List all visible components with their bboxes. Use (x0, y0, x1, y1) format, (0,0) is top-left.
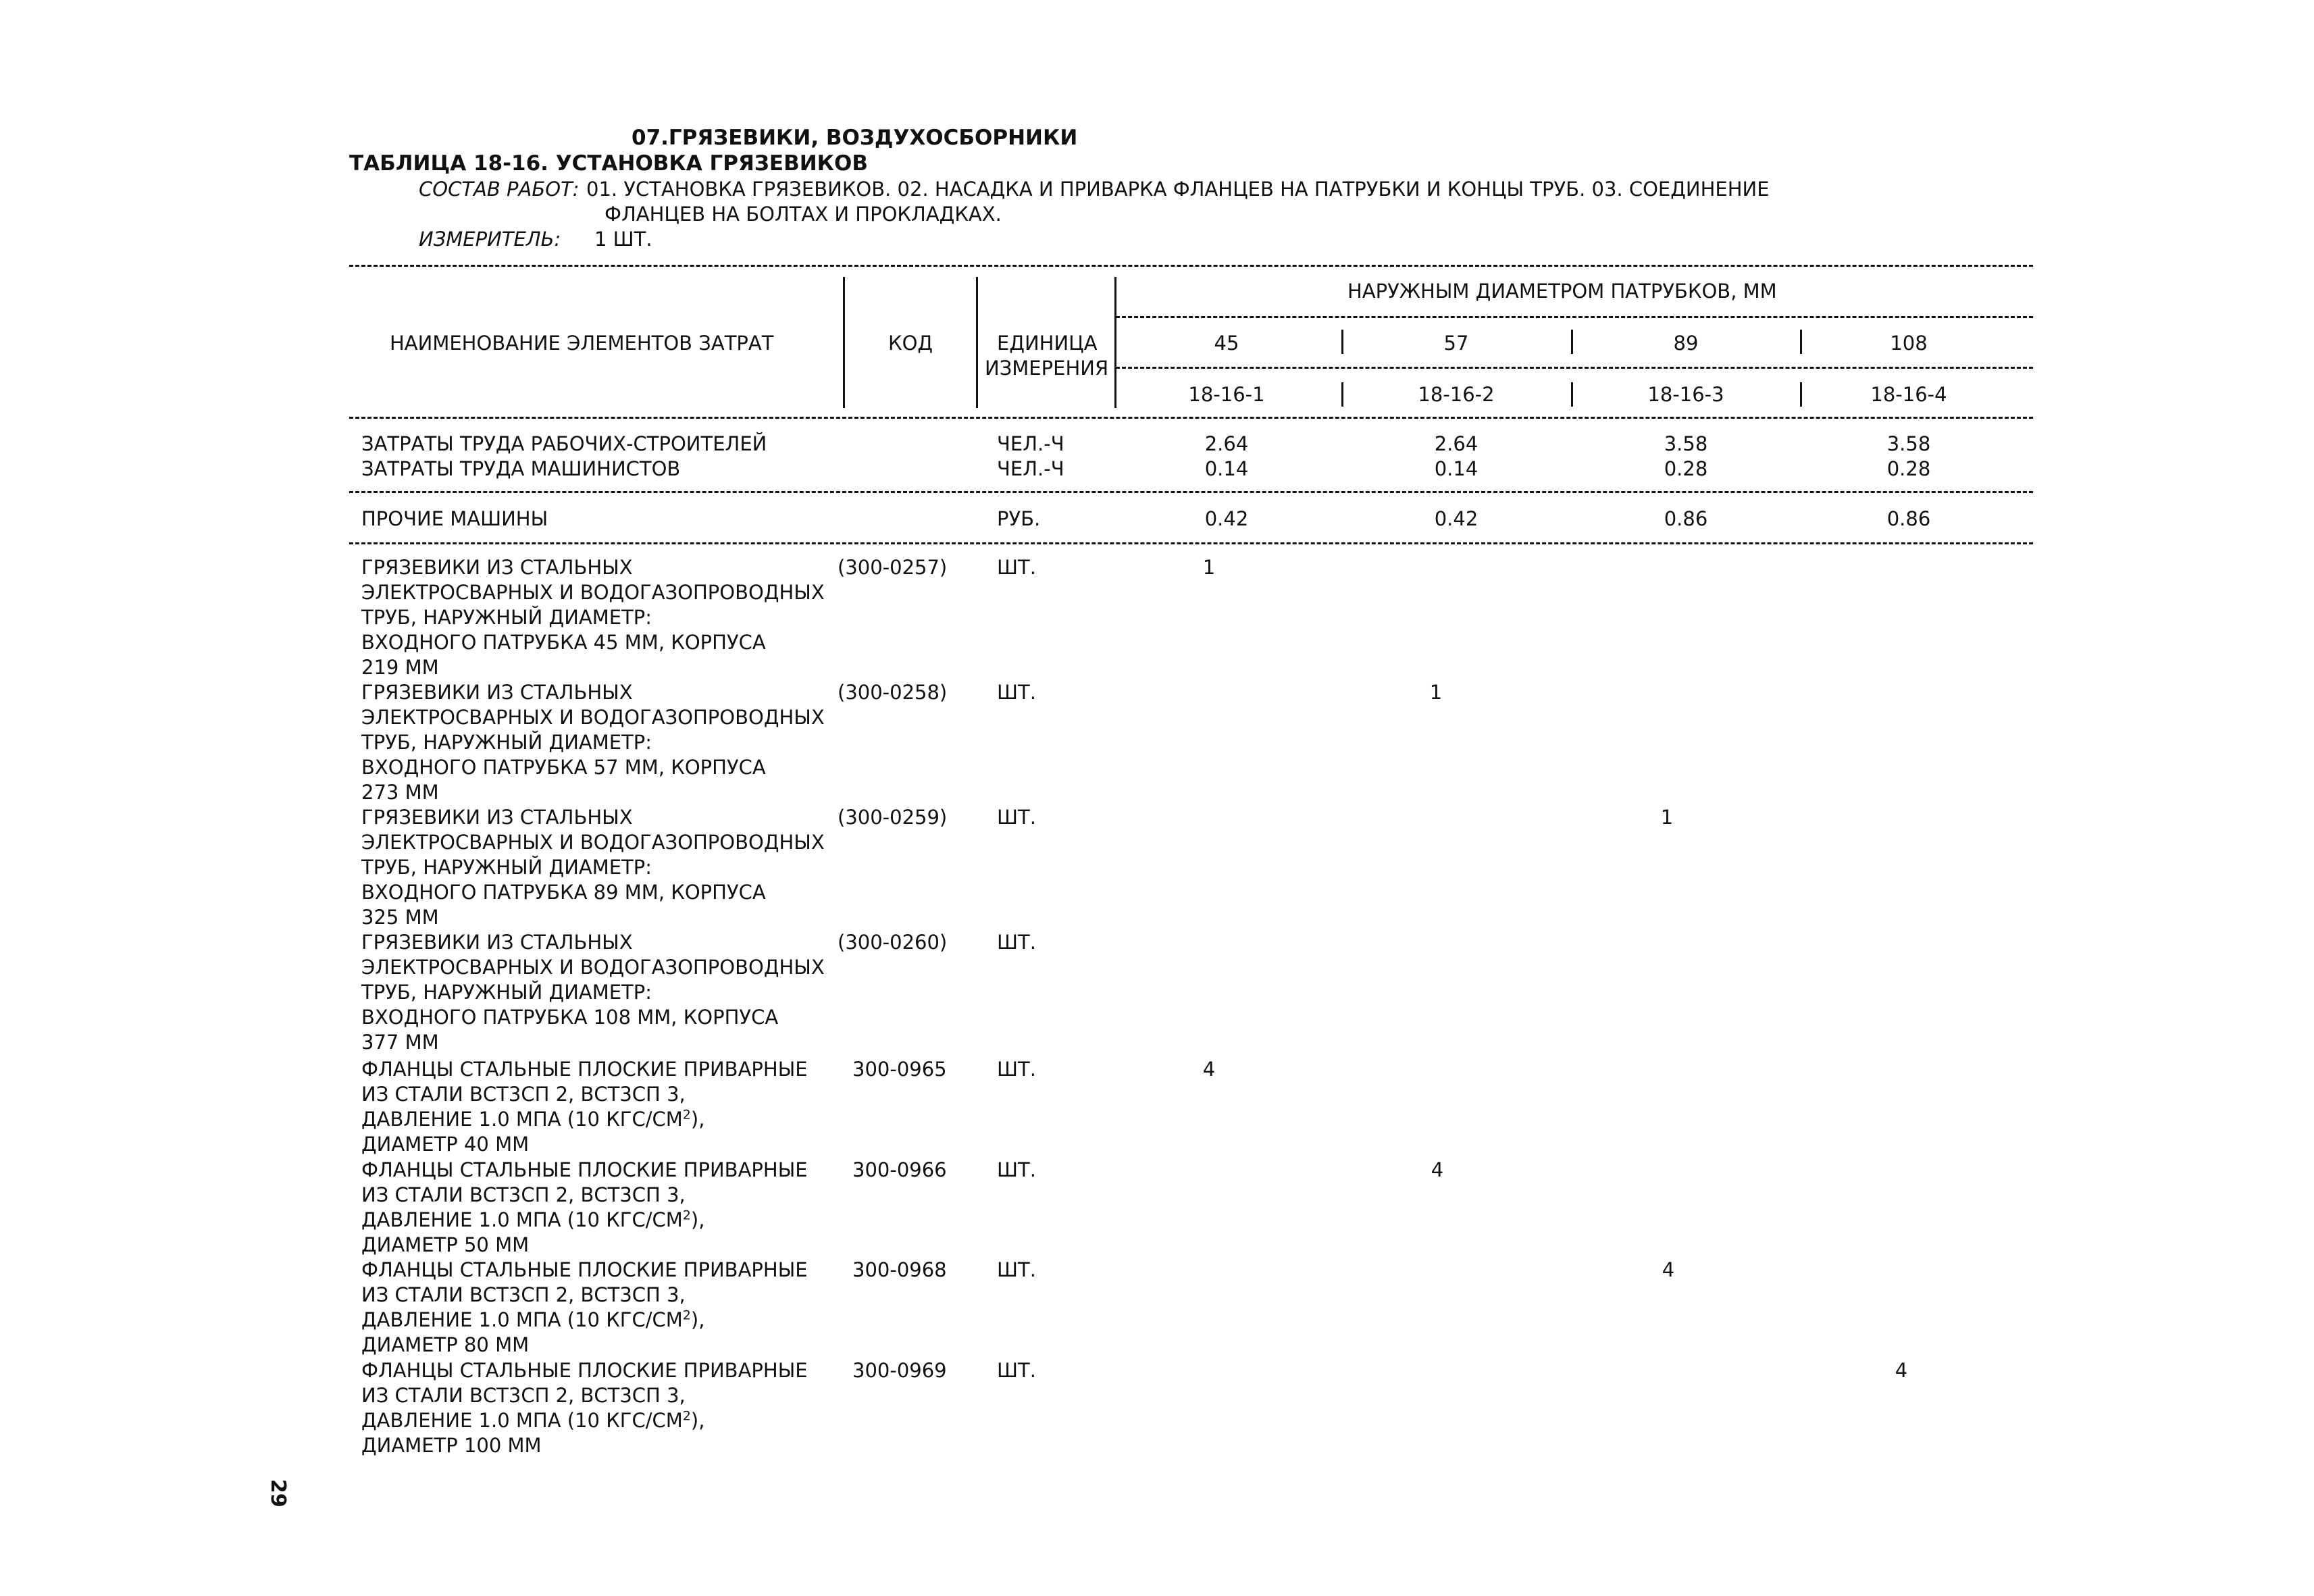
material-unit: ШТ. (997, 931, 1036, 954)
norm-code-4: 18-16-4 (1870, 383, 1947, 406)
material-unit: ШТ. (997, 681, 1036, 704)
page-number: 29 (266, 1479, 290, 1508)
labor-value: 2.64 (1204, 432, 1249, 455)
diameter-89: 89 (1673, 332, 1699, 355)
machinist-row-name: ЗАТРАТЫ ТРУДА МАШИНИСТОВ (361, 457, 681, 480)
material-code: (300-0258) (838, 681, 948, 704)
labor-row-name: ЗАТРАТЫ ТРУДА РАБОЧИХ-СТРОИТЕЛЕЙ (361, 432, 767, 455)
material-quantity: 4 (1202, 1058, 1216, 1081)
header-top-rule (349, 265, 2033, 267)
col-sep-2 (976, 277, 978, 408)
group-column-header: НАРУЖНЫМ ДИАМЕТРОМ ПАТРУБКОВ, ММ (1347, 280, 1777, 303)
col-sep-5b (1571, 382, 1573, 407)
col-sep-4b (1341, 382, 1343, 407)
material-code: 300-0968 (852, 1258, 947, 1281)
section-title: 07.ГРЯЗЕВИКИ, ВОЗДУХОСБОРНИКИ (632, 126, 1078, 150)
labor-value: 2.64 (1434, 432, 1479, 455)
material-description: ГРЯЗЕВИКИ ИЗ СТАЛЬНЫХ ЭЛЕКТРОСВАРНЫХ И ВОДОГАЗОПРОВОДНЫХ ТРУБ, НАРУЖНЫЙ ДИАМЕТР: ВХОДНОГО ПАТРУБКА 57 ММ, КОРПУСА 273 ММ (361, 681, 825, 804)
col-sep-3 (1114, 277, 1116, 408)
col-sep-4a (1341, 330, 1343, 354)
material-unit: ШТ. (997, 806, 1036, 829)
machinist-value: 0.28 (1664, 457, 1708, 480)
work-label: СОСТАВ РАБОТ: (419, 178, 580, 201)
material-description: ФЛАНЦЫ СТАЛЬНЫЕ ПЛОСКИЕ ПРИВАРНЫЕ ИЗ СТАЛИ ВСТ3СП 2, ВСТ3СП 3, ДАВЛЕНИЕ 1.0 МПА (10 КГС/$СМ^2$), ДИАМЕТР 80 ММ (361, 1258, 808, 1356)
material-unit: ШТ. (997, 1058, 1036, 1081)
work-text-line-1: 01. УСТАНОВКА ГРЯЗЕВИКОВ. 02. НАСАДКА И ПРИВАРКА ФЛАНЦЕВ НА ПАТРУБКИ И КОНЦЫ ТРУБ. 03. СОЕДИНЕНИЕ (586, 178, 1770, 201)
labor-value: 3.58 (1664, 432, 1708, 455)
work-text-line-2: ФЛАНЦЕВ НА БОЛТАХ И ПРОКЛАДКАХ. (605, 203, 1002, 226)
material-unit: ШТ. (997, 556, 1036, 579)
machine-bottom-rule (349, 542, 2033, 544)
header-bottom-rule (349, 417, 2033, 419)
material-description: ФЛАНЦЫ СТАЛЬНЫЕ ПЛОСКИЕ ПРИВАРНЫЕ ИЗ СТАЛИ ВСТ3СП 2, ВСТ3СП 3, ДАВЛЕНИЕ 1.0 МПА (10 КГС/$СМ^2$), ДИАМЕТР 100 ММ (361, 1359, 808, 1457)
unit-column-header-2: ИЗМЕРЕНИЯ (985, 357, 1109, 380)
norm-code-3: 18-16-3 (1647, 383, 1724, 406)
machine-row-unit: РУБ. (997, 507, 1041, 530)
material-description: ФЛАНЦЫ СТАЛЬНЫЕ ПЛОСКИЕ ПРИВАРНЫЕ ИЗ СТАЛИ ВСТ3СП 2, ВСТ3СП 3, ДАВЛЕНИЕ 1.0 МПА (10 КГС/$СМ^2$), ДИАМЕТР 40 ММ (361, 1058, 808, 1156)
material-description: ФЛАНЦЫ СТАЛЬНЫЕ ПЛОСКИЕ ПРИВАРНЫЕ ИЗ СТАЛИ ВСТ3СП 2, ВСТ3СП 3, ДАВЛЕНИЕ 1.0 МПА (10 КГС/$СМ^2$), ДИАМЕТР 50 ММ (361, 1158, 808, 1256)
machinist-value: 0.14 (1204, 457, 1249, 480)
diameter-45: 45 (1214, 332, 1239, 355)
material-quantity: 4 (1895, 1359, 1908, 1382)
machine-row-name: ПРОЧИЕ МАШИНЫ (361, 507, 548, 530)
material-description: ГРЯЗЕВИКИ ИЗ СТАЛЬНЫХ ЭЛЕКТРОСВАРНЫХ И ВОДОГАЗОПРОВОДНЫХ ТРУБ, НАРУЖНЫЙ ДИАМЕТР: ВХОДНОГО ПАТРУБКА 108 ММ, КОРПУСА 377 ММ (361, 931, 825, 1054)
col-sep-6b (1800, 382, 1802, 407)
material-quantity: 1 (1429, 681, 1443, 704)
norm-code-2: 18-16-2 (1418, 383, 1495, 406)
material-quantity: 4 (1662, 1258, 1675, 1281)
material-unit: ШТ. (997, 1158, 1036, 1181)
labor-bottom-rule (349, 491, 2033, 493)
code-column-header: КОД (888, 332, 933, 355)
material-code: 300-0969 (852, 1359, 947, 1382)
col-sep-6a (1800, 330, 1802, 354)
machinist-row-unit: ЧЕЛ.-Ч (997, 457, 1064, 480)
material-code: (300-0260) (838, 931, 948, 954)
norm-code-1: 18-16-1 (1188, 383, 1265, 406)
material-quantity: 1 (1202, 556, 1216, 579)
material-quantity: 1 (1660, 806, 1674, 829)
diameter-rule (1116, 367, 2033, 369)
labor-value: 3.58 (1886, 432, 1931, 455)
material-code: 300-0966 (852, 1158, 947, 1181)
meter-label: ИЗМЕРИТЕЛЬ: (419, 228, 561, 251)
material-unit: ШТ. (997, 1359, 1036, 1382)
material-description: ГРЯЗЕВИКИ ИЗ СТАЛЬНЫХ ЭЛЕКТРОСВАРНЫХ И ВОДОГАЗОПРОВОДНЫХ ТРУБ, НАРУЖНЫЙ ДИАМЕТР: ВХОДНОГО ПАТРУБКА 89 ММ, КОРПУСА 325 ММ (361, 806, 825, 929)
material-code: (300-0257) (838, 556, 948, 579)
material-quantity: 4 (1431, 1158, 1444, 1181)
machine-value: 0.86 (1886, 507, 1931, 530)
labor-row-unit: ЧЕЛ.-Ч (997, 432, 1064, 455)
col-sep-5a (1571, 330, 1573, 354)
unit-column-header-1: ЕДИНИЦА (997, 332, 1098, 355)
machine-value: 0.42 (1434, 507, 1479, 530)
machine-value: 0.86 (1664, 507, 1708, 530)
material-code: (300-0259) (838, 806, 948, 829)
group-rule (1116, 316, 2033, 318)
material-description: ГРЯЗЕВИКИ ИЗ СТАЛЬНЫХ ЭЛЕКТРОСВАРНЫХ И ВОДОГАЗОПРОВОДНЫХ ТРУБ, НАРУЖНЫЙ ДИАМЕТР: ВХОДНОГО ПАТРУБКА 45 ММ, КОРПУСА 219 ММ (361, 556, 825, 679)
material-unit: ШТ. (997, 1258, 1036, 1281)
col-sep-1 (843, 277, 845, 408)
material-code: 300-0965 (852, 1058, 947, 1081)
machinist-value: 0.28 (1886, 457, 1931, 480)
diameter-57: 57 (1443, 332, 1469, 355)
machinist-value: 0.14 (1434, 457, 1479, 480)
meter-value: 1 ШТ. (594, 228, 652, 251)
diameter-108: 108 (1890, 332, 1928, 355)
table-title: ТАБЛИЦА 18-16. УСТАНОВКА ГРЯЗЕВИКОВ (349, 151, 868, 176)
name-column-header: НАИМЕНОВАНИЕ ЭЛЕМЕНТОВ ЗАТРАТ (390, 332, 774, 355)
machine-value: 0.42 (1204, 507, 1249, 530)
